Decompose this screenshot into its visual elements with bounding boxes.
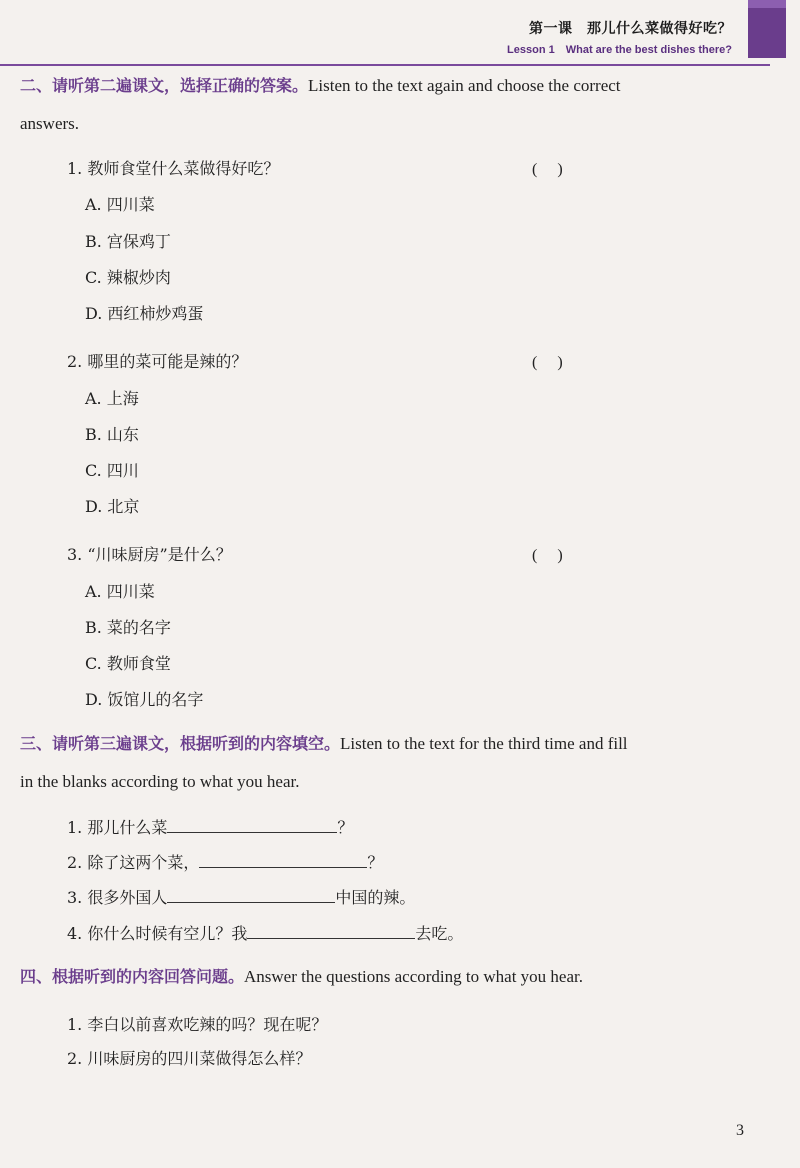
fill-blank-3-after: 中国的辣。: [335, 888, 416, 907]
answer-question-1: 1. 李白以前喜欢吃辣的吗？现在呢？: [67, 1015, 328, 1034]
question-2-3: 3. “川味厨房”是什么？: [67, 545, 232, 564]
option-2-3-d: D. 饭馆儿的名字: [85, 690, 204, 709]
fill-blank-4: [67, 921, 463, 944]
fill-blank-3-line[interactable]: [167, 886, 335, 903]
section-3-heading-cn: 三、请听第三遍课文，根据听到的内容填空。: [20, 734, 341, 753]
question-2-2: 2. 哪里的菜可能是辣的？: [67, 352, 248, 371]
section-2-heading-en-cont: answers.: [20, 114, 80, 133]
answer-question-2: 2. 川味厨房的四川菜做得怎么样？: [67, 1049, 312, 1068]
option-2-1-a: A. 四川菜: [85, 195, 155, 214]
fill-blank-1-line[interactable]: [167, 816, 337, 833]
fill-blank-2-after: ？: [367, 853, 384, 872]
section-2-heading-en: Listen to the text again and choose the correct: [308, 76, 621, 95]
option-2-2-c: C. 四川: [85, 461, 139, 480]
option-2-2-a: A. 上海: [85, 389, 139, 408]
fill-blank-4-before: 4. 你什么时候有空儿？我: [67, 924, 248, 943]
option-2-1-b: B. 宫保鸡丁: [85, 232, 171, 251]
answer-paren-2-2[interactable]: ( ): [532, 354, 563, 371]
option-2-3-a: A. 四川菜: [85, 582, 155, 601]
option-2-1-d: D. 西红柿炒鸡蛋: [85, 304, 204, 323]
section-4-heading: [20, 958, 760, 996]
fill-blank-2-line[interactable]: [199, 851, 367, 868]
section-3-heading-en-cont: in the blanks according to what you hear.: [20, 772, 300, 791]
fill-blank-1-before: 1. 那儿什么菜: [67, 818, 168, 837]
header-chinese-title: 第一课 那儿什么菜做得好吃？: [529, 21, 732, 37]
page-number: 3: [736, 1122, 744, 1139]
header-rule: [0, 64, 770, 66]
header-color-tab: [748, 0, 786, 58]
answer-paren-2-1[interactable]: ( ): [532, 161, 563, 178]
fill-blank-4-after: 去吃。: [415, 924, 464, 943]
question-2-1: 1. 教师食堂什么菜做得好吃？: [67, 159, 280, 178]
option-2-3-b: B. 菜的名字: [85, 618, 171, 637]
fill-blank-2: [67, 850, 383, 873]
section-3-heading: [20, 725, 760, 801]
header-tab-highlight: [748, 0, 786, 8]
section-2-heading: [20, 67, 760, 143]
fill-blank-1: [67, 815, 353, 838]
section-4-heading-en: Answer the questions according to what you hear.: [244, 967, 583, 986]
fill-blank-1-after: ？: [337, 818, 354, 837]
option-2-2-d: D. 北京: [85, 497, 140, 516]
fill-blank-2-before: 2. 除了这两个菜，: [67, 853, 200, 872]
running-header: [507, 18, 732, 57]
fill-blank-3-before: 3. 很多外国人: [67, 888, 168, 907]
option-2-2-b: B. 山东: [85, 425, 139, 444]
section-2-heading-cn: 二、请听第二遍课文，选择正确的答案。: [20, 76, 309, 95]
answer-paren-2-3[interactable]: ( ): [532, 547, 563, 564]
section-3-heading-en: Listen to the text for the third time and fill: [340, 734, 628, 753]
section-4-heading-cn: 四、根据听到的内容回答问题。: [20, 967, 245, 986]
option-2-1-c: C. 辣椒炒肉: [85, 268, 171, 287]
fill-blank-4-line[interactable]: [247, 922, 415, 939]
option-2-3-c: C. 教师食堂: [85, 654, 171, 673]
fill-blank-3: [67, 885, 415, 908]
header-english-title: Lesson 1 What are the best dishes there?: [507, 44, 732, 56]
